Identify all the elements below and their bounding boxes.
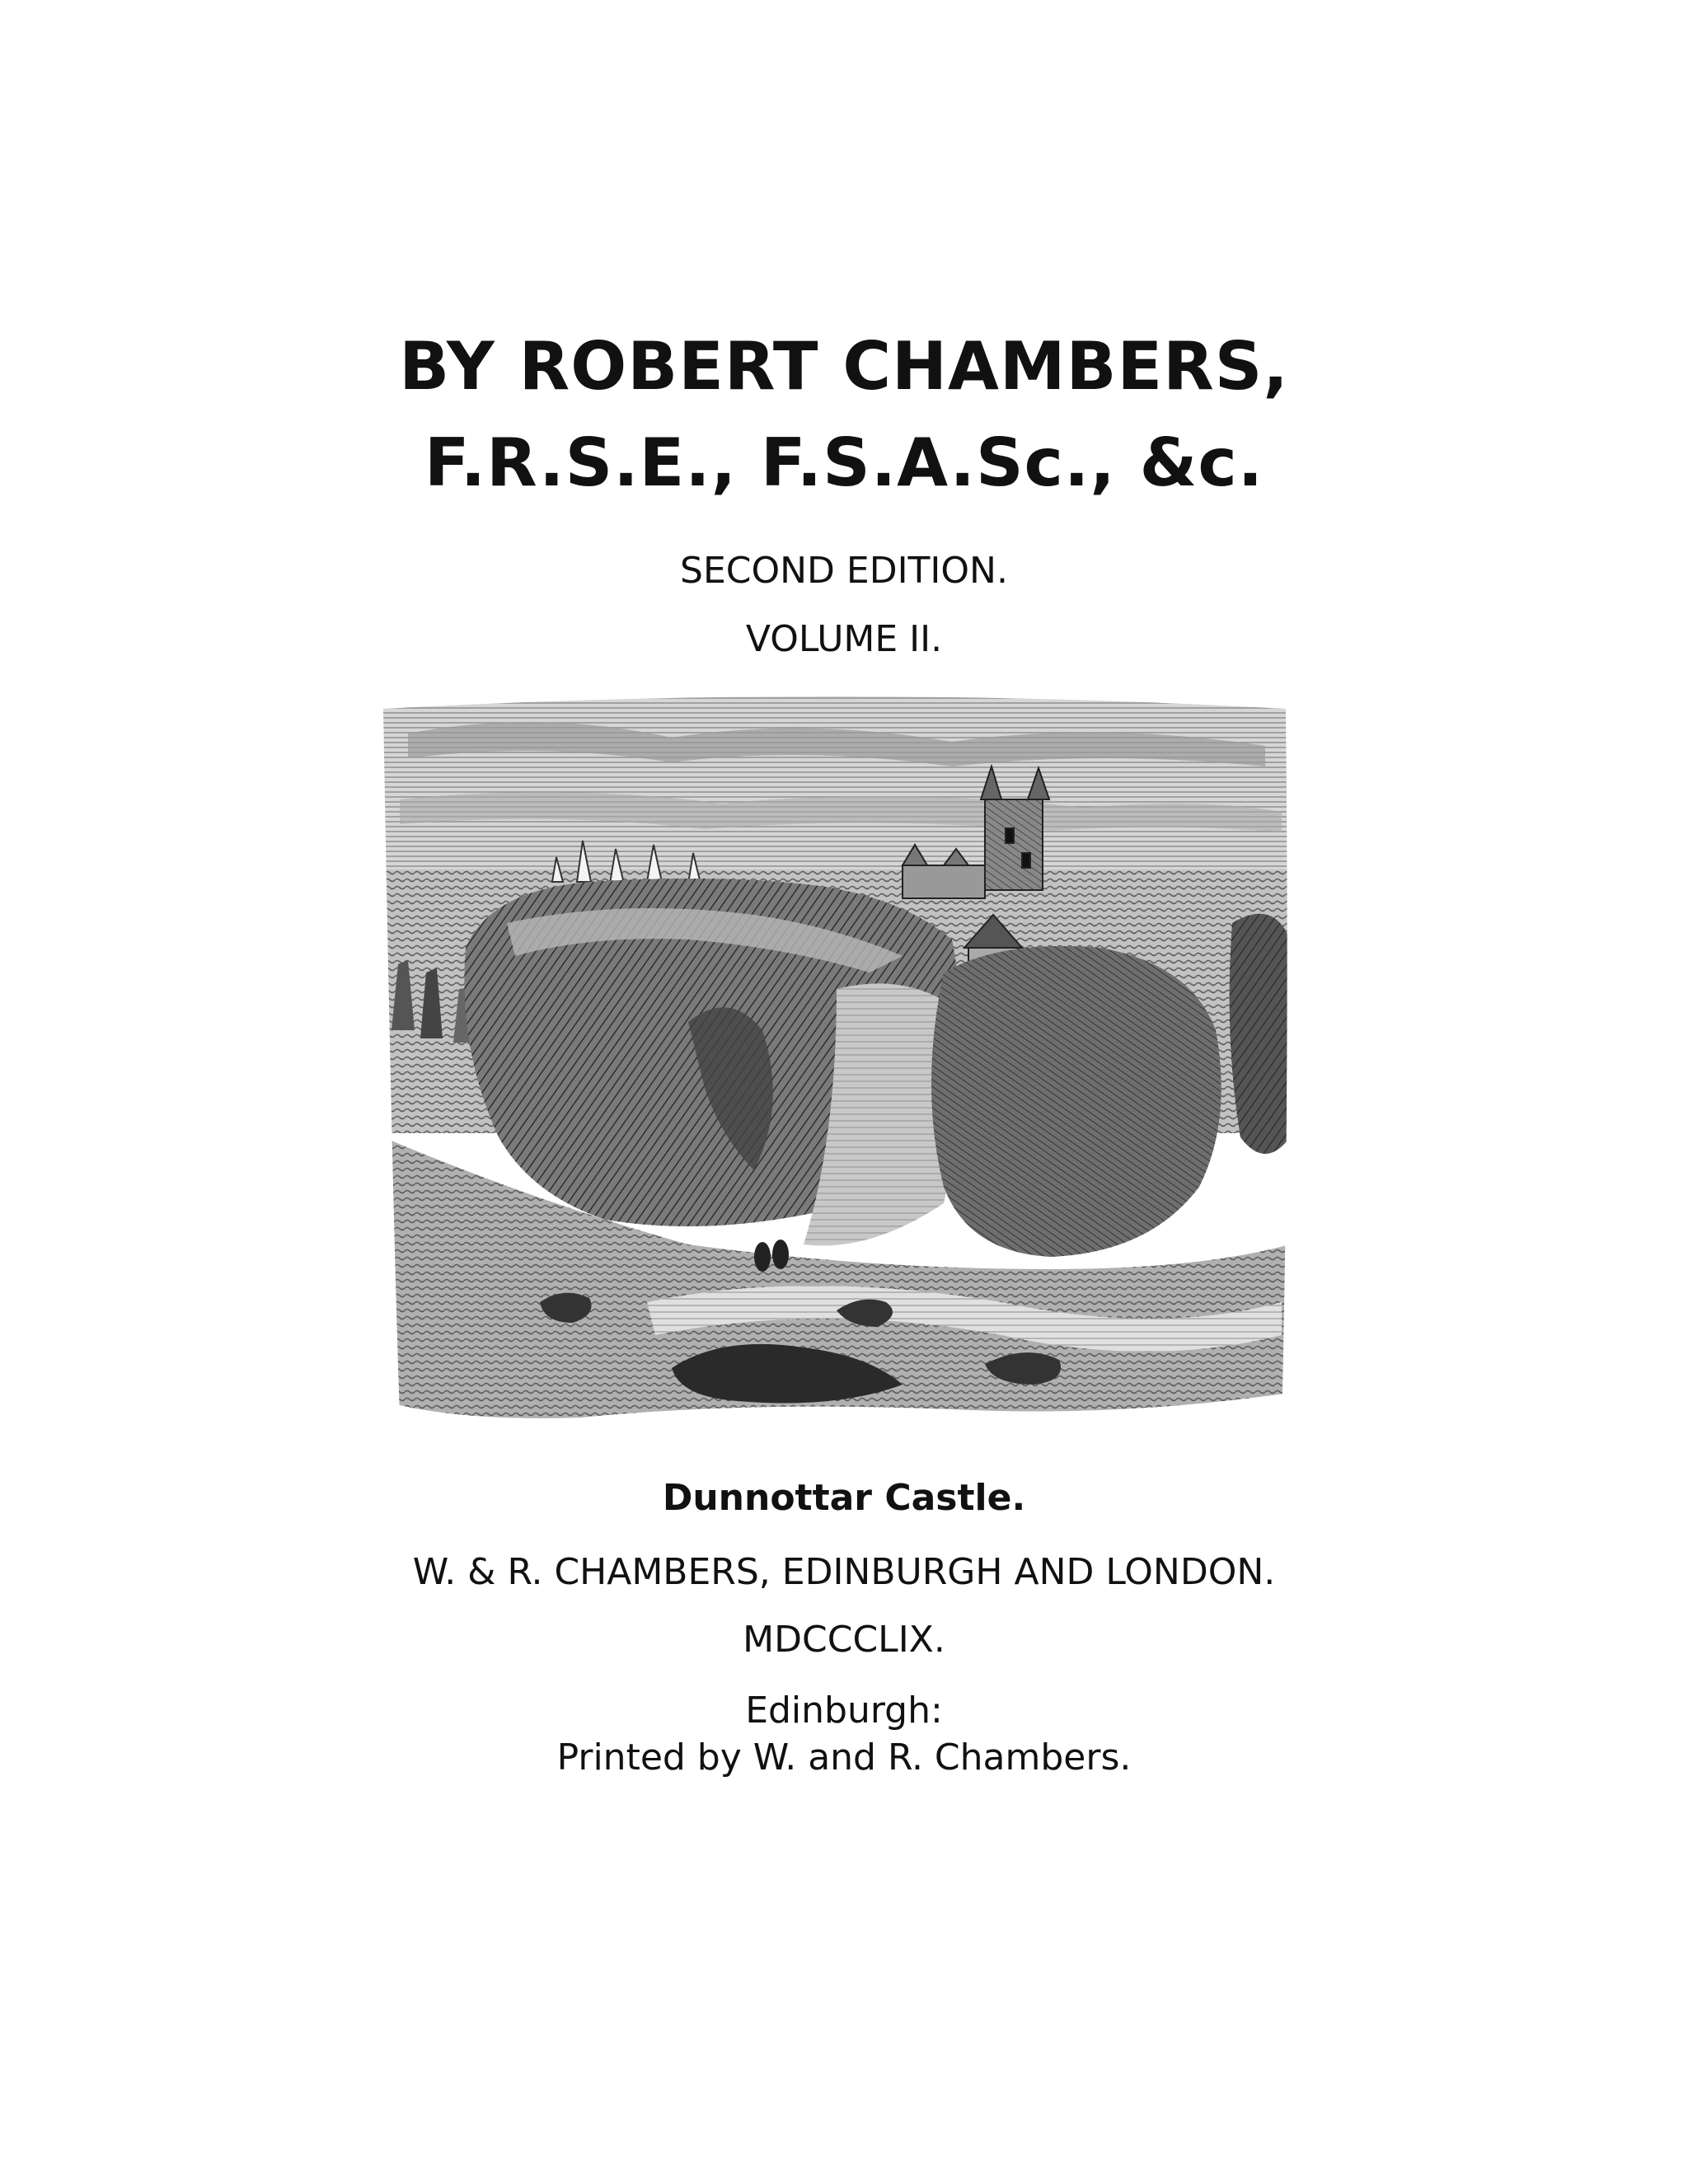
author-credentials: F.R.S.E., F.S.A.Sc., &c. [424,424,1264,501]
dunnottar-castle-engraving [375,676,1298,1463]
author-line: BY ROBERT CHAMBERS, [399,328,1289,405]
imprint-printer: Printed by W. and R. Chambers. [556,1736,1132,1779]
imprint-place: Edinburgh: [745,1690,943,1732]
frontispiece-caption: Dunnottar Castle. [662,1477,1026,1519]
publication-year: MDCCCLIX. [743,1619,945,1661]
edition-label: SECOND EDITION. [680,550,1008,592]
publisher-line: W. & R. CHAMBERS, EDINBURGH AND LONDON. [412,1551,1276,1593]
volume-label: VOLUME II. [745,618,943,660]
